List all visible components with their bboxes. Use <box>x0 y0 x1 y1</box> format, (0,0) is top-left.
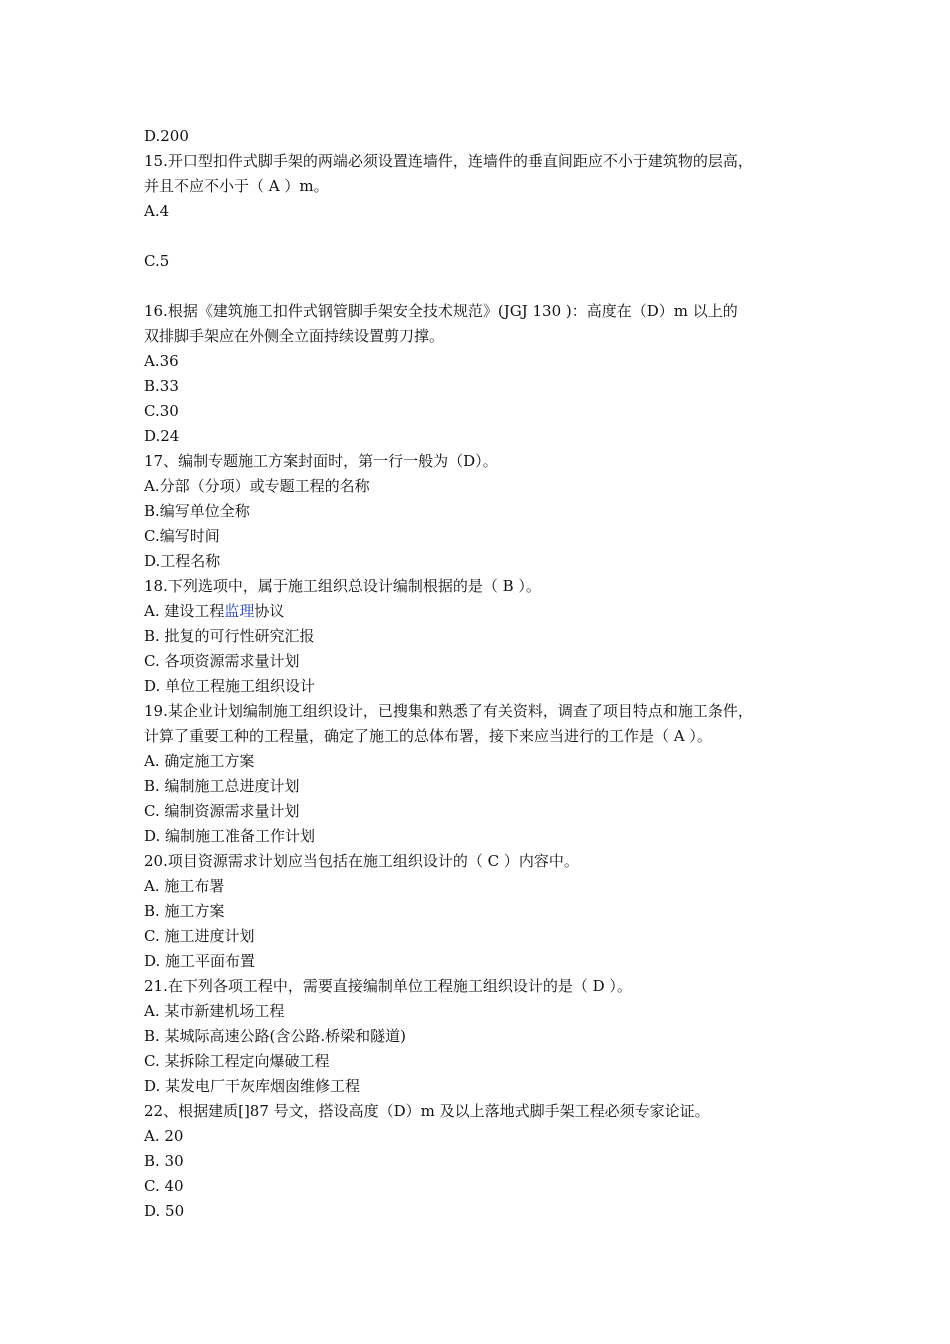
q17-option-d: D.工程名称 <box>144 552 221 570</box>
q20-option-b: B. 施工方案 <box>144 902 225 920</box>
supervision-link[interactable]: 监理 <box>224 602 255 620</box>
q18-option-c: C. 各项资源需求量计划 <box>144 652 300 670</box>
q21-option-d: D. 某发电厂干灰库烟囱维修工程 <box>144 1077 361 1095</box>
q22-option-b: B. 30 <box>144 1152 184 1170</box>
q22-option-a: A. 20 <box>144 1127 184 1145</box>
q20-option-c: C. 施工进度计划 <box>144 927 255 945</box>
q18-option-b: B. 批复的可行性研究汇报 <box>144 627 315 645</box>
q14-option-d: D.200 <box>144 127 189 145</box>
q20-question: 20.项目资源需求计划应当包括在施工组织设计的（ C ）内容中。 <box>144 852 579 870</box>
q17-option-c: C.编写时间 <box>144 527 220 545</box>
q21-option-b: B. 某城际高速公路(含公路.桥梁和隧道) <box>144 1027 407 1045</box>
q17-option-a: A.分部（分项）或专题工程的名称 <box>144 477 370 495</box>
q15-option-c: C.5 <box>144 252 170 270</box>
q19-option-a: A. 确定施工方案 <box>144 752 255 770</box>
q22-question: 22、根据建质[]87 号文，搭设高度（D）m 及以上落地式脚手架工程必须专家论证。 <box>144 1102 710 1120</box>
q21-option-c: C. 某拆除工程定向爆破工程 <box>144 1052 330 1070</box>
q17-option-b: B.编写单位全称 <box>144 502 250 520</box>
q16-option-d: D.24 <box>144 427 180 445</box>
q19-option-c: C. 编制资源需求量计划 <box>144 802 300 820</box>
q21-option-a: A. 某市新建机场工程 <box>144 1002 285 1020</box>
q16-question-line2: 双排脚手架应在外侧全立面持续设置剪刀撑。 <box>144 327 445 345</box>
q18-option-d: D. 单位工程施工组织设计 <box>144 677 316 695</box>
q21-question: 21.在下列各项工程中，需要直接编制单位工程施工组织设计的是（ D ）。 <box>144 977 632 995</box>
q15-option-a: A.4 <box>144 202 170 220</box>
q18-option-a-prefix: A. 建设工程 <box>144 602 225 620</box>
q18-option-a <box>144 599 830 624</box>
q20-option-d: D. 施工平面布置 <box>144 952 256 970</box>
q16-option-b: B.33 <box>144 377 179 395</box>
q18-question: 18.下列选项中，属于施工组织总设计编制根据的是（ B ）。 <box>144 577 541 595</box>
q22-option-d: D. 50 <box>144 1202 185 1220</box>
q15-question-line2: 并且不应不小于（ A ）m。 <box>144 177 329 195</box>
q22-option-c: C. 40 <box>144 1177 184 1195</box>
q20-option-a: A. 施工布署 <box>144 877 225 895</box>
q16-option-a: A.36 <box>144 352 179 370</box>
q15-question-line1: 15.开口型扣件式脚手架的两端必须设置连墙件，连墙件的垂直间距应不小于建筑物的层高， <box>144 152 753 170</box>
q16-option-c: C.30 <box>144 402 179 420</box>
q19-option-d: D. 编制施工准备工作计划 <box>144 827 316 845</box>
q16-question-line1: 16.根据《建筑施工扣件式钢管脚手架安全技术规范》(JGJ 130 )：高度在（D）m 以上的 <box>144 302 738 320</box>
q19-question-line1: 19.某企业计划编制施工组织设计，已搜集和熟悉了有关资料，调查了项目特点和施工条件， <box>144 702 753 720</box>
q19-option-b: B. 编制施工总进度计划 <box>144 777 300 795</box>
q18-option-a-tail: 协议 <box>254 602 285 620</box>
q17-question: 17、编制专题施工方案封面时，第一行一般为（D）。 <box>144 452 498 470</box>
q19-question-line2: 计算了重要工种的工程量，确定了施工的总体布署，接下来应当进行的工作是（ A ）。 <box>144 727 712 745</box>
